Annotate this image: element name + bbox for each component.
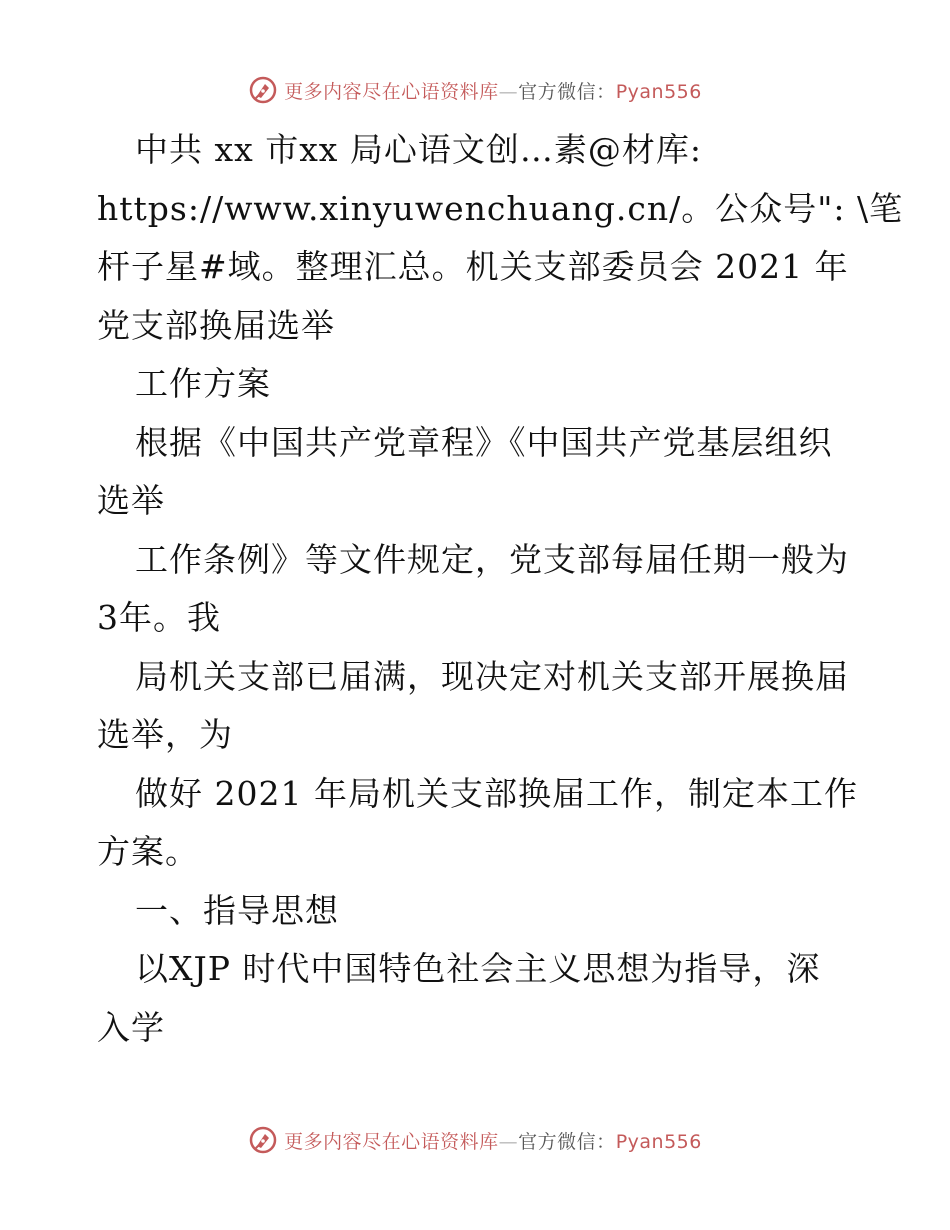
pen-nib-logo-icon <box>248 75 278 105</box>
doc-line-13: 方案。 <box>97 832 199 871</box>
footer-promo-text: 更多内容尽在心语资料库 <box>284 1130 499 1153</box>
header-banner <box>0 70 950 110</box>
doc-line-2: https://www.xinyuwenchuang.cn/。公众号": \笔 <box>97 188 904 228</box>
doc-line-5: 工作方案 <box>135 364 271 403</box>
doc-line-12: 做好 2021 年局机关支部换届工作，制定本工作 <box>135 773 858 813</box>
doc-line-1: 中共 xx 市xx 局心语文创…素@材库: <box>135 130 703 169</box>
header-wechat-id: Pyan556 <box>615 80 702 103</box>
header-promo-text: 更多内容尽在心语资料库 <box>284 80 499 103</box>
footer-dash: — <box>498 1130 519 1153</box>
header-dash: — <box>498 80 519 103</box>
doc-line-7: 选举 <box>97 481 165 520</box>
pen-nib-logo-icon <box>248 1125 278 1155</box>
footer-official-label: 官方微信： <box>518 1130 616 1153</box>
doc-line-11: 选举，为 <box>97 715 233 754</box>
doc-line-9: 3年。我 <box>97 598 221 637</box>
doc-line-3: 杆子星#域。整理汇总。机关支部委员会 2021 年 <box>97 247 849 286</box>
doc-line-14: 一、指导思想 <box>135 890 339 930</box>
doc-line-16: 入学 <box>97 1007 165 1047</box>
doc-line-10: 局机关支部已届满，现决定对机关支部开展换届 <box>135 656 849 696</box>
doc-line-4: 党支部换届选举 <box>97 305 335 345</box>
header-official-label: 官方微信： <box>518 80 616 103</box>
doc-line-8: 工作条例》等文件规定，党支部每届任期一般为 <box>135 539 849 579</box>
document-body <box>97 121 904 1057</box>
footer-wechat-id: Pyan556 <box>615 1130 702 1153</box>
header-banner-text <box>284 77 702 104</box>
doc-line-15: 以XJP 时代中国特色社会主义思想为指导，深 <box>135 949 821 988</box>
doc-line-6: 根据《中国共产党章程》《中国共产党基层组织 <box>135 422 833 462</box>
footer-banner <box>0 1120 950 1160</box>
footer-banner-text <box>284 1127 702 1154</box>
